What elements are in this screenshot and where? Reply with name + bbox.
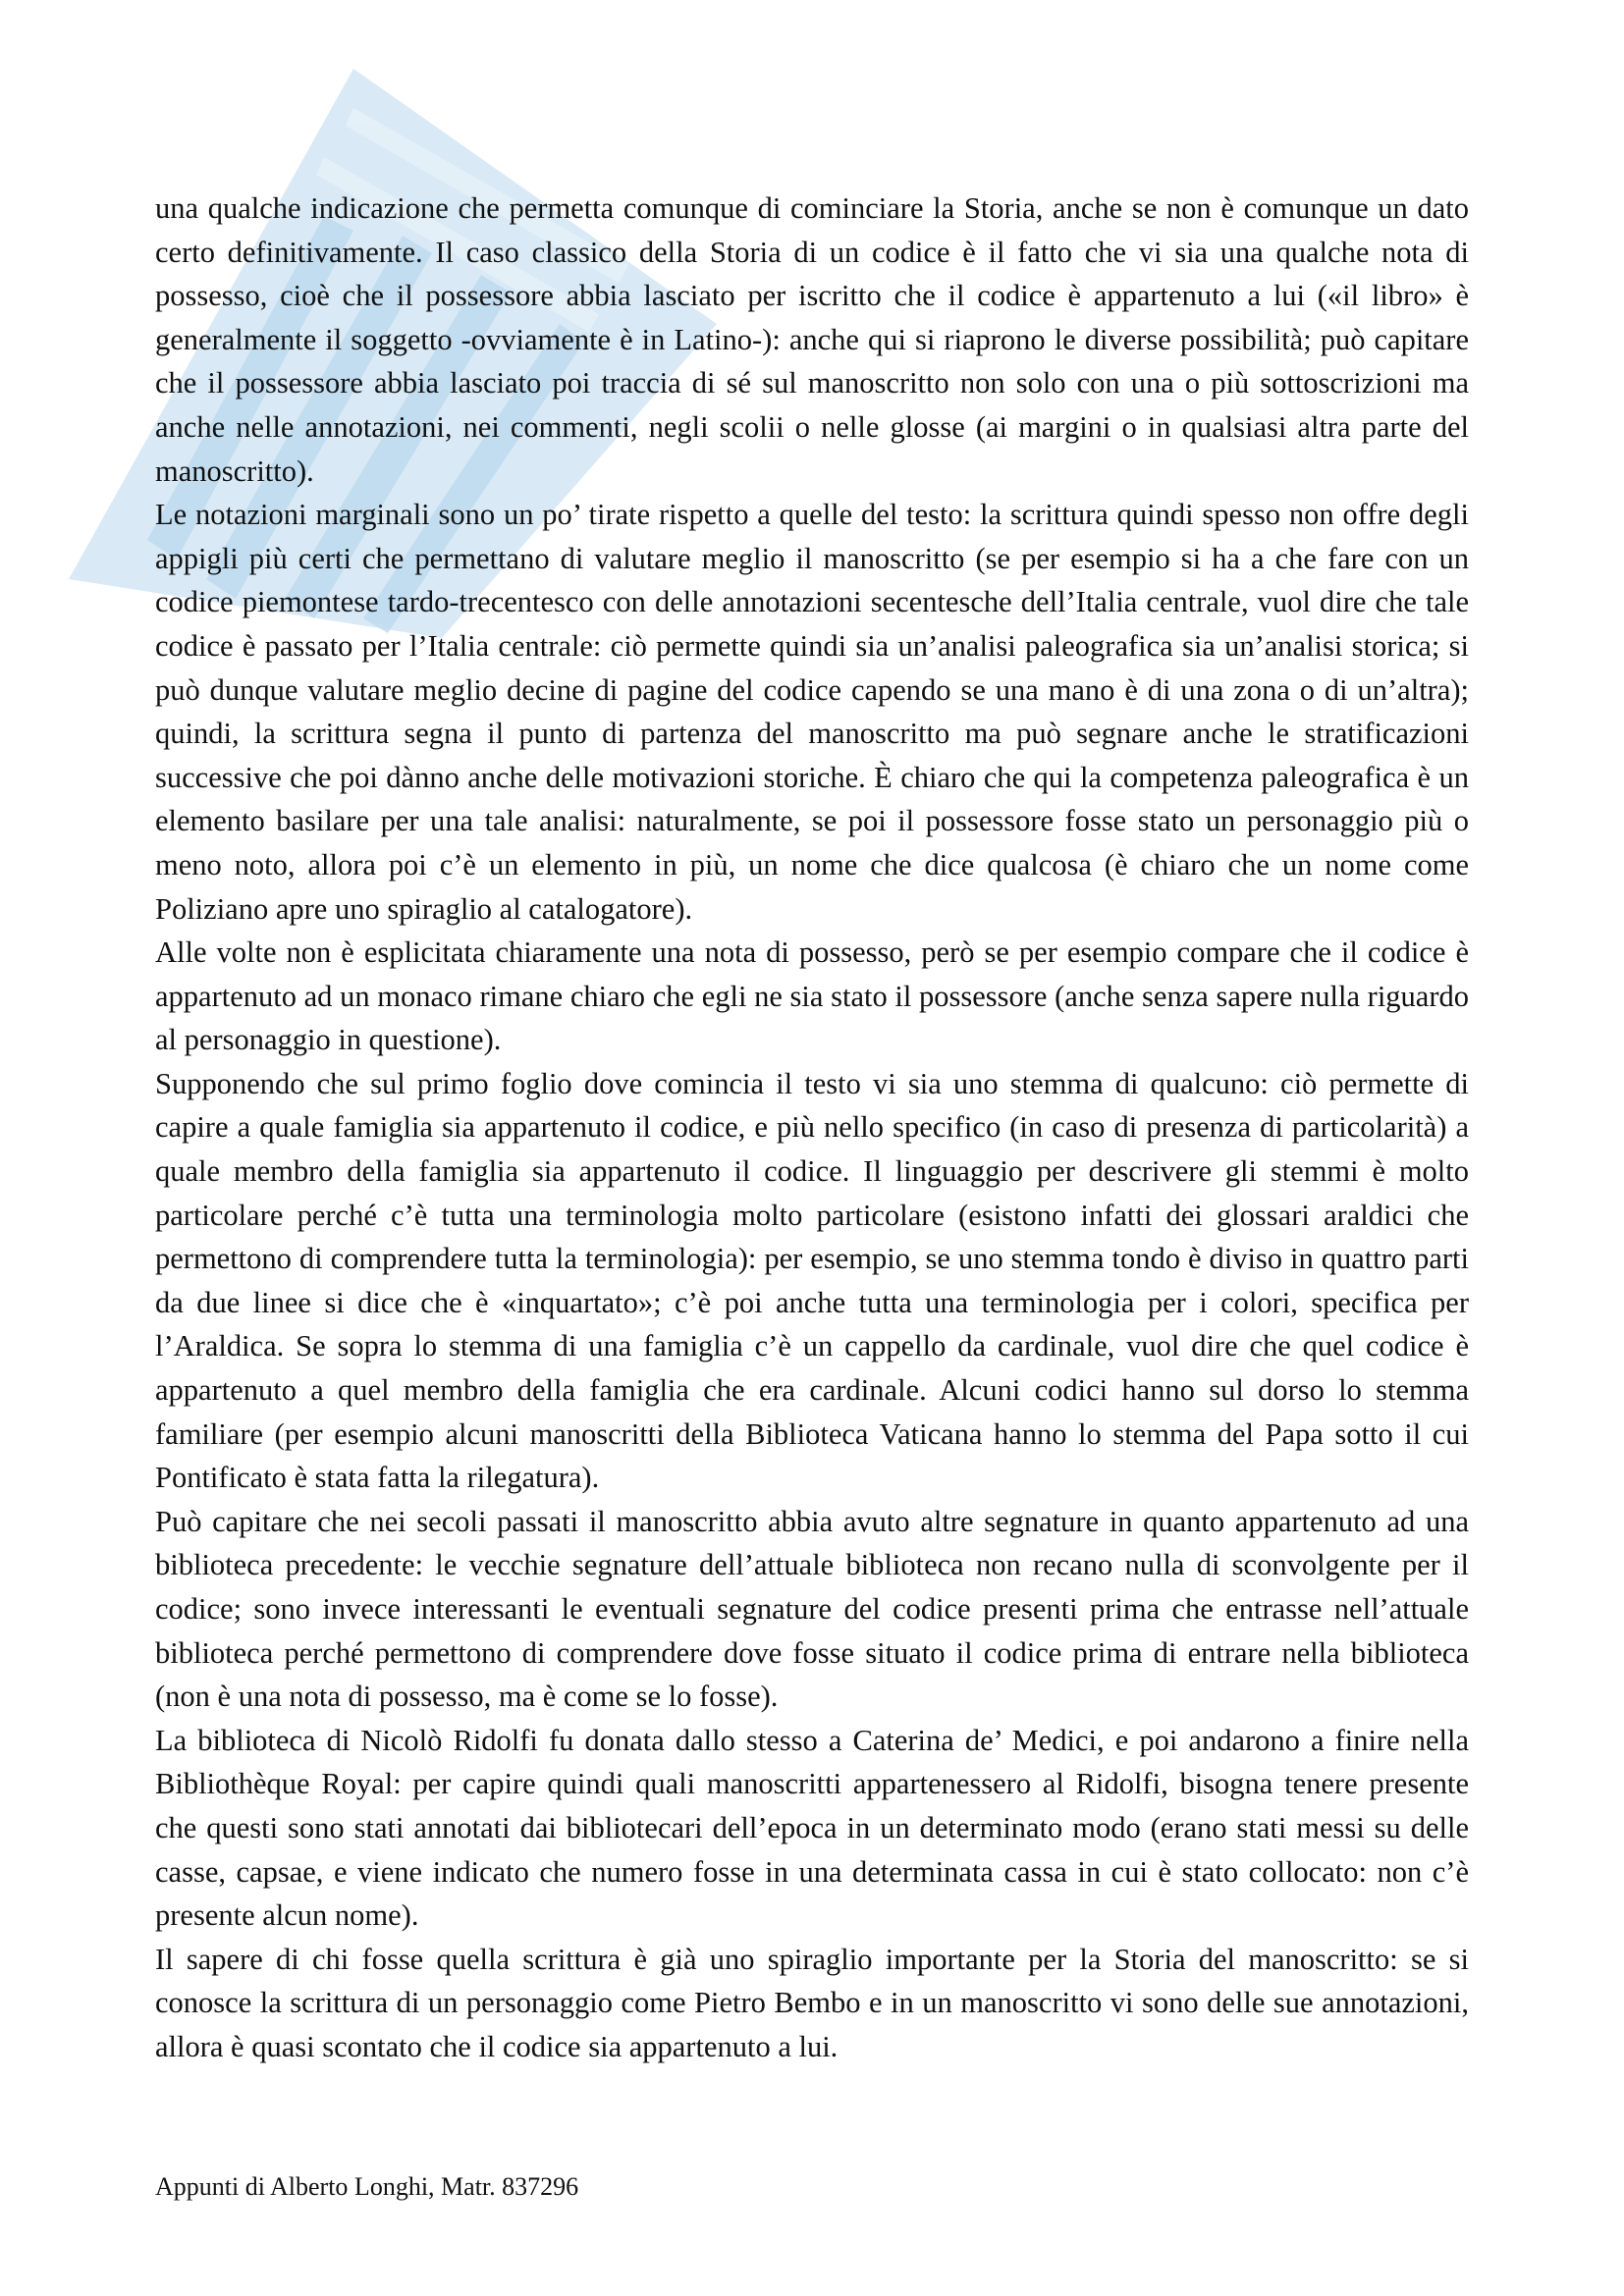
page-footer: Appunti di Alberto Longhi, Matr. 837296 xyxy=(155,2172,579,2201)
paragraph: Le notazioni marginali sono un po’ tirate rispetto a quelle del testo: la scrittura quindi spesso non offre degli appigli più certi che permettano di valutare meglio il manoscritto (se per esempio si ha a che fare con un codice piemontese tardo-trecentesco con delle annotazioni secentesche dell’Italia centrale, vuol dire che tale codice è passato per l’Italia centrale: ciò permette quindi sia un’analisi paleografica sia un’analisi storica; si può dunque valutare meglio decine di pagine del codice capendo se una mano è di una zona o di un’altra); quindi, la scrittura segna il punto di partenza del manoscritto ma può segnare anche le stratificazioni successive che poi dànno anche delle motivazioni storiche. È chiaro che qui la competenza paleografica è un elemento basilare per una tale analisi: naturalmente, se poi il possessore fosse stato un personaggio più o meno noto, allora poi c’è un elemento in più, un nome che dice qualcosa (è chiaro che un nome come Poliziano apre uno spiraglio al catalogatore). xyxy=(155,498,1469,926)
paragraph: Supponendo che sul primo foglio dove comincia il testo vi sia uno stemma di qualcuno: ciò permette di capire a quale famiglia sia appartenuto il codice, e più nello specifico (in caso di presenza di particolarità) a quale membro della famiglia sia appartenuto il codice. Il linguaggio per descrivere gli stemmi è molto particolare perché c’è tutta una terminologia molto particolare (esistono infatti dei glossari araldici che permettono di comprendere tutta la terminologia): per esempio, se uno stemma tondo è diviso in quattro parti da due linee si dice che è «inquartato»; c’è poi anche tutta una terminologia per i colori, specifica per l’Araldica. Se sopra lo stemma di una famiglia c’è un cappello da cardinale, vuol dire che quel codice è appartenuto a quel membro della famiglia che era cardinale. Alcuni codici hanno sul dorso lo stemma familiare (per esempio alcuni manoscritti della Biblioteca Vaticana hanno lo stemma del Papa sotto il cui Pontificato è stata fatta la rilegatura). xyxy=(155,1066,1469,1495)
paragraph: Il sapere di chi fosse quella scrittura è già uno spiraglio importante per la Storia del manoscritto: se si conosce la scrittura di un personaggio come Pietro Bembo e in un manoscritto vi sono delle sue annotazioni, allora è quasi scontato che il codice sia appartenuto a lui. xyxy=(155,1942,1469,2063)
paragraph: Può capitare che nei secoli passati il manoscritto abbia avuto altre segnature in quanto appartenuto ad una biblioteca precedente: le vecchie segnature dell’attuale biblioteca non recano nulla di sconvolgente per il codice; sono invece interessanti le eventuali segnature del codice presenti prima che entrasse nell’attuale biblioteca perché permettono di comprendere dove fosse situato il codice prima di entrare nella biblioteca (non è una nota di possesso, ma è come se lo fosse). xyxy=(155,1504,1469,1714)
paragraph: una qualche indicazione che permetta comunque di cominciare la Storia, anche se non è comunque un dato certo definitivamente. Il caso classico della Storia di un codice è il fatto che vi sia una qualche nota di possesso, cioè che il possessore abbia lasciato per iscritto che il codice è appartenuto a lui («il libro» è generalmente il soggetto -ovviamente è in Latino-): anche qui si riaprono le diverse possibilità; può capitare che il possessore abbia lasciato poi traccia di sé sul manoscritto non solo con una o più sottoscrizioni ma anche nelle annotazioni, nei commenti, negli scolii o nelle glosse (ai margini o in qualsiasi altra parte del manoscritto). xyxy=(155,191,1469,488)
document-body xyxy=(155,187,1469,2069)
paragraph: Alle volte non è esplicitata chiaramente una nota di possesso, però se per esempio compare che il codice è appartenuto ad un monaco rimane chiaro che egli ne sia stato il possessore (anche senza sapere nulla riguardo al personaggio in questione). xyxy=(155,935,1469,1057)
paragraph: La biblioteca di Nicolò Ridolfi fu donata dallo stesso a Caterina de’ Medici, e poi andarono a finire nella Bibliothèque Royal: per capire quindi quali manoscritti appartenessero al Ridolfi, bisogna tenere presente che questi sono stati annotati dai bibliotecari dell’epoca in un determinato modo (erano stati messi su delle casse, capsae, e viene indicato che numero fosse in una determinata cassa in cui è stato collocato: non c’è presente alcun nome). xyxy=(155,1723,1469,1933)
